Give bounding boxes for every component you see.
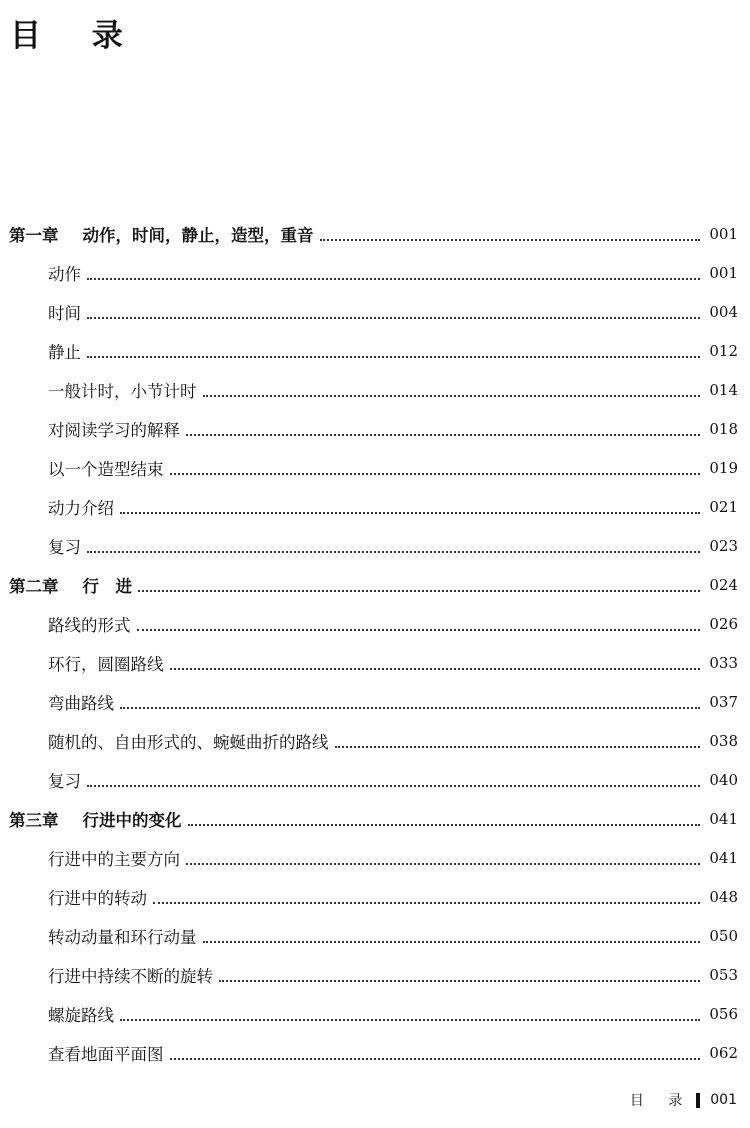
toc-section-entry[interactable] xyxy=(0,760,750,799)
toc-page-number: 048 xyxy=(709,887,738,906)
toc-dot-leader xyxy=(120,999,700,1021)
toc-page-number: 050 xyxy=(709,926,738,945)
toc-page-number: 056 xyxy=(709,1004,738,1023)
toc-entry-title: 弯曲路线 xyxy=(48,693,114,713)
toc-page-number: 023 xyxy=(709,536,738,555)
toc-dot-leader xyxy=(186,414,700,436)
toc-entry-title: 路线的形式 xyxy=(48,615,131,635)
toc-page-number: 018 xyxy=(709,419,738,438)
toc-entry-title: 环行，圆圈路线 xyxy=(48,654,164,674)
toc-chapter-entry[interactable] xyxy=(0,565,750,604)
toc-section-entry[interactable] xyxy=(0,721,750,760)
toc-dot-leader xyxy=(188,804,701,826)
toc-entry-title: 行 进 xyxy=(82,576,132,596)
toc-chapter-number: 第一章 xyxy=(9,225,59,245)
toc-entry-title: 行进中持续不断的旋转 xyxy=(48,966,213,986)
toc-dot-leader xyxy=(87,765,700,787)
toc-dot-leader xyxy=(87,258,700,280)
toc-section-entry[interactable] xyxy=(0,409,750,448)
toc-dot-leader xyxy=(219,960,700,982)
toc-section-entry[interactable] xyxy=(0,643,750,682)
toc-dot-leader xyxy=(186,843,700,865)
toc-entry-title: 以一个造型结束 xyxy=(48,459,164,479)
footer-section-label: 目 录 xyxy=(629,1093,693,1109)
toc-entry-title: 时间 xyxy=(48,303,81,323)
toc-dot-leader xyxy=(170,1038,701,1060)
toc-dot-leader xyxy=(137,609,701,631)
toc-dot-leader xyxy=(138,570,700,592)
toc-entry-title: 转动动量和环行动量 xyxy=(48,927,197,947)
toc-section-entry[interactable] xyxy=(0,955,750,994)
toc-section-entry[interactable] xyxy=(0,838,750,877)
toc-dot-leader xyxy=(170,648,701,670)
toc-page-number: 033 xyxy=(709,653,738,672)
toc-section-entry[interactable] xyxy=(0,877,750,916)
toc-page-number: 012 xyxy=(709,341,738,360)
toc-section-entry[interactable] xyxy=(0,1033,750,1072)
toc-entry-title: 复习 xyxy=(48,771,81,791)
toc-section-entry[interactable] xyxy=(0,916,750,955)
toc-section-entry[interactable] xyxy=(0,682,750,721)
table-of-contents xyxy=(0,214,750,1072)
toc-page-number: 037 xyxy=(709,692,738,711)
toc-page-number: 041 xyxy=(709,848,738,867)
toc-entry-title: 一般计时，小节计时 xyxy=(48,381,197,401)
toc-page-number: 041 xyxy=(709,809,738,828)
toc-dot-leader xyxy=(320,219,701,241)
toc-dot-leader xyxy=(87,297,700,319)
toc-chapter-entry[interactable] xyxy=(0,799,750,838)
toc-dot-leader xyxy=(203,375,701,397)
toc-page-number: 062 xyxy=(709,1043,738,1062)
footer-page-number: 001 xyxy=(710,1092,737,1108)
toc-dot-leader xyxy=(170,453,701,475)
toc-page-number: 038 xyxy=(709,731,738,750)
toc-dot-leader xyxy=(87,531,700,553)
toc-entry-title: 行进中的转动 xyxy=(48,888,147,908)
toc-page-number: 001 xyxy=(709,263,738,282)
toc-page-number: 040 xyxy=(709,770,738,789)
toc-dot-leader xyxy=(153,882,700,904)
toc-page-number: 024 xyxy=(709,575,738,594)
toc-section-entry[interactable] xyxy=(0,604,750,643)
toc-dot-leader xyxy=(120,687,700,709)
toc-page-number: 004 xyxy=(709,302,738,321)
toc-entry-title: 静止 xyxy=(48,342,81,362)
toc-page-number: 021 xyxy=(709,497,738,516)
toc-entry-title: 螺旋路线 xyxy=(48,1005,114,1025)
toc-dot-leader xyxy=(87,336,700,358)
toc-section-entry[interactable] xyxy=(0,253,750,292)
toc-page-number: 001 xyxy=(709,224,738,243)
toc-chapter-number: 第三章 xyxy=(9,810,59,830)
toc-entry-title: 复习 xyxy=(48,537,81,557)
toc-page-number: 019 xyxy=(709,458,738,477)
footer-divider-bar xyxy=(696,1093,700,1108)
toc-section-entry[interactable] xyxy=(0,448,750,487)
toc-section-entry[interactable] xyxy=(0,370,750,409)
toc-entry-title: 动作 xyxy=(48,264,81,284)
toc-entry-title: 随机的、自由形式的、蜿蜒曲折的路线 xyxy=(48,732,329,752)
toc-dot-leader xyxy=(335,726,701,748)
toc-entry-title: 对阅读学习的解释 xyxy=(48,420,180,440)
toc-chapter-number: 第二章 xyxy=(9,576,59,596)
toc-entry-title: 动作，时间，静止，造型，重音 xyxy=(82,225,314,245)
toc-entry-title: 行进中的变化 xyxy=(82,810,182,830)
toc-dot-leader xyxy=(120,492,700,514)
toc-section-entry[interactable] xyxy=(0,487,750,526)
toc-entry-title: 动力介绍 xyxy=(48,498,114,518)
page-footer xyxy=(630,1090,737,1110)
toc-section-entry[interactable] xyxy=(0,526,750,565)
toc-page-number: 014 xyxy=(709,380,738,399)
toc-page-number: 053 xyxy=(709,965,738,984)
toc-chapter-entry[interactable] xyxy=(0,214,750,253)
toc-section-entry[interactable] xyxy=(0,292,750,331)
toc-section-entry[interactable] xyxy=(0,994,750,1033)
page-title: 目 录 xyxy=(10,18,143,54)
toc-page-number: 026 xyxy=(709,614,738,633)
toc-section-entry[interactable] xyxy=(0,331,750,370)
toc-entry-title: 行进中的主要方向 xyxy=(48,849,180,869)
toc-entry-title: 查看地面平面图 xyxy=(48,1044,164,1064)
toc-dot-leader xyxy=(203,921,701,943)
